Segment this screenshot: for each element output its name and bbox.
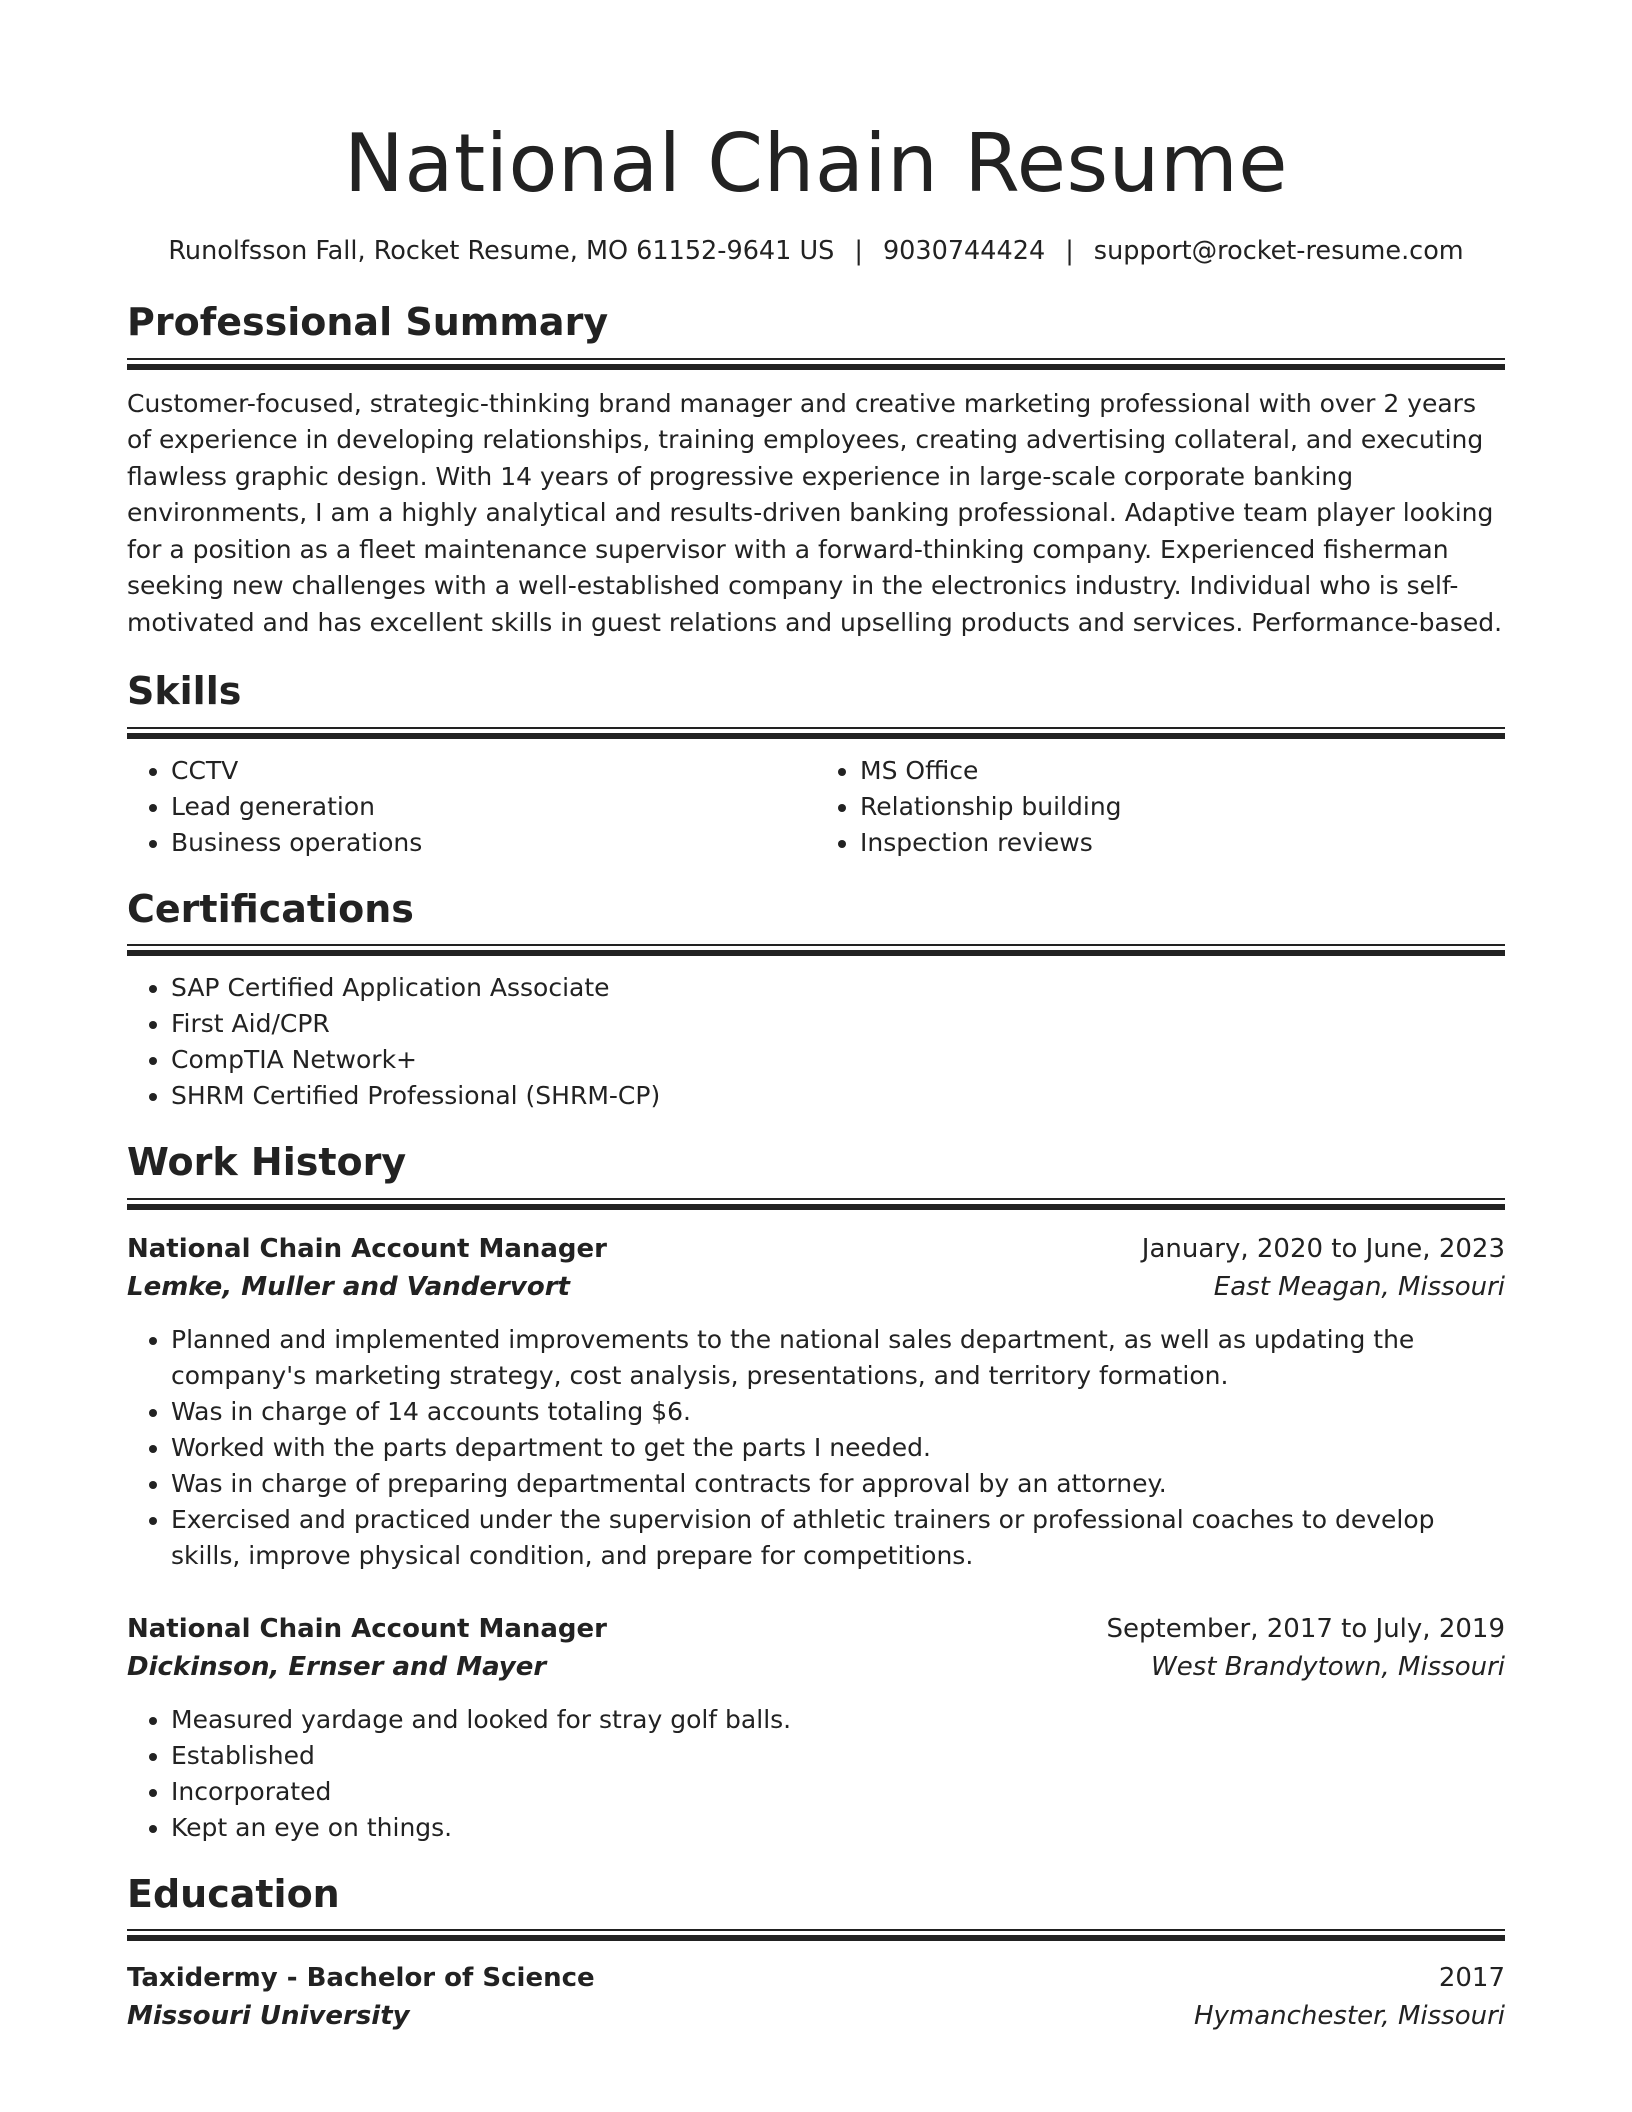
- job-company-row: [127, 1648, 1505, 1686]
- job-dates: January, 2020 to June, 2023: [1141, 1233, 1505, 1264]
- skills-columns: [127, 753, 1505, 861]
- section-divider: [127, 358, 1505, 370]
- job-bullet: • Measured yardage and looked for stray golf balls.: [171, 1702, 1505, 1738]
- job-bullet: • Established: [171, 1738, 1505, 1774]
- job-company: Dickinson, Ernser and Mayer: [127, 1651, 547, 1682]
- skill-item: • CCTV: [171, 753, 816, 789]
- section-divider: [127, 1198, 1505, 1210]
- education-degree: Taxidermy - Bachelor of Science: [127, 1963, 595, 1994]
- contact-separator: |: [1065, 236, 1074, 266]
- education-year: 2017: [1438, 1963, 1505, 1994]
- education-section: [127, 1872, 1505, 2036]
- job-header-row: [127, 1230, 1505, 1268]
- education-school-row: [127, 1997, 1505, 2035]
- contact-separator: |: [854, 236, 863, 266]
- job-dates: September, 2017 to July, 2019: [1106, 1613, 1505, 1644]
- job-location: West Brandytown, Missouri: [1151, 1651, 1505, 1682]
- certifications-section: [127, 887, 1505, 1115]
- resume-title: National Chain Resume: [344, 117, 1288, 210]
- education-header-row: [127, 1959, 1505, 1997]
- job-bullet: • Exercised and practiced under the supervision of athletic trainers or professional coaches to develop skills, improve physical condition, and prepare for competitions.: [171, 1502, 1505, 1574]
- skill-item: • Relationship building: [860, 789, 1505, 825]
- education-location: Hymanchester, Missouri: [1193, 2001, 1505, 2032]
- education-heading: Education: [127, 1871, 340, 1916]
- job-bullet: • Incorporated: [171, 1774, 1505, 1810]
- job-bullet: • Was in charge of 14 accounts totaling $6.: [171, 1394, 1505, 1430]
- job-bullet: • Was in charge of preparing departmental contracts for approval by an attorney.: [171, 1466, 1505, 1502]
- section-divider: [127, 1929, 1505, 1941]
- job-title: National Chain Account Manager: [127, 1613, 607, 1644]
- skills-heading: Skills: [127, 669, 242, 714]
- skill-item: • Business operations: [171, 825, 816, 861]
- certification-item: • SAP Certified Application Associate: [171, 970, 1505, 1006]
- job-bullet: • Kept an eye on things.: [171, 1810, 1505, 1846]
- summary-section: [127, 300, 1505, 641]
- job-bullets: [127, 1702, 1505, 1846]
- job-entry: [127, 1230, 1505, 1574]
- job-bullet: • Worked with the parts department to get the parts I needed.: [171, 1430, 1505, 1466]
- certification-item: • CompTIA Network+: [171, 1042, 1505, 1078]
- skills-section: [127, 669, 1505, 861]
- skill-item: • Inspection reviews: [860, 825, 1505, 861]
- contact-address: Runolfsson Fall, Rocket Resume, MO 61152-9641 US: [168, 236, 835, 266]
- job-bullets: [127, 1322, 1505, 1574]
- job-entry: [127, 1610, 1505, 1846]
- work-section: [127, 1140, 1505, 1846]
- contact-phone: 9030744424: [882, 236, 1046, 266]
- contact-line: [127, 236, 1505, 266]
- section-divider: [127, 944, 1505, 956]
- skills-list-right: [816, 753, 1505, 861]
- skills-list-left: [127, 753, 816, 861]
- job-bullet: • Planned and implemented improvements to the national sales department, as well as updating the company's marketing strategy, cost analysis, presentations, and territory formation.: [171, 1322, 1505, 1394]
- certifications-heading: Certifications: [127, 886, 414, 931]
- resume-page: [127, 0, 1505, 2035]
- section-divider: [127, 727, 1505, 739]
- job-company-row: [127, 1268, 1505, 1306]
- skill-item: • MS Office: [860, 753, 1505, 789]
- job-title: National Chain Account Manager: [127, 1233, 607, 1264]
- summary-text: Customer-focused, strategic-thinking brand manager and creative marketing professional with over 2 years of experience in developing relationships, training employees, creating advertising collateral, and executing flawless graphic design. With 14 years of progressive experience in large-scale corporate banking environments, I am a highly analytical and results-driven banking professional. Adaptive team player looking for a position as a fleet maintenance supervisor with a forward-thinking company. Experienced fisherman seeking new challenges with a well-established company in the electronics industry. Individual who is self-motivated and has excellent skills in guest relations and upselling products and services. Performance-based.: [127, 388, 1503, 637]
- summary-heading: Professional Summary: [127, 300, 609, 344]
- job-location: East Meagan, Missouri: [1213, 1271, 1505, 1302]
- education-entry: [127, 1959, 1505, 2035]
- work-heading: Work History: [127, 1140, 407, 1185]
- job-company: Lemke, Muller and Vandervort: [127, 1271, 570, 1302]
- skill-item: • Lead generation: [171, 789, 816, 825]
- contact-email[interactable]: support@rocket-resume.com: [1093, 236, 1464, 266]
- certification-item: • First Aid/CPR: [171, 1006, 1505, 1042]
- certifications-list: [127, 970, 1505, 1114]
- education-school: Missouri University: [127, 2001, 410, 2032]
- certification-item: • SHRM Certified Professional (SHRM-CP): [171, 1078, 1505, 1114]
- job-header-row: [127, 1610, 1505, 1648]
